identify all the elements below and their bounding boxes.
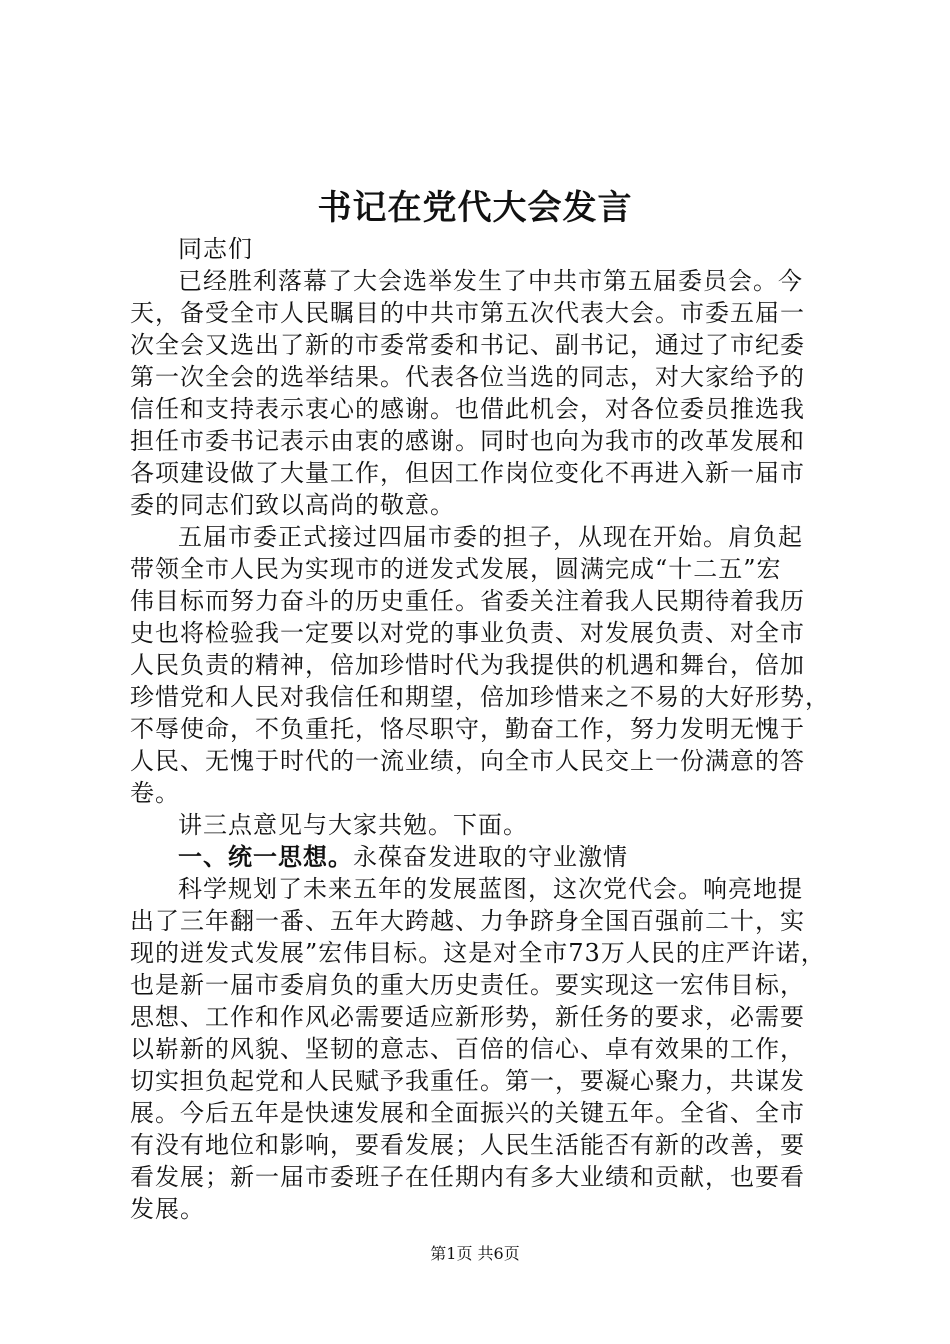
- line-text: 发展。: [130, 1195, 205, 1223]
- text-line: [130, 329, 844, 361]
- line-text: 信任和支持表示衷心的感谢。也借此机会，对各位委员推选我: [130, 395, 805, 423]
- line-text: 永葆奋发进取的守业激情: [353, 843, 628, 871]
- line-text: 以崭新的风貌、坚韧的意志、百倍的信心、卓有效果的工作，: [130, 1035, 805, 1063]
- text-line: [130, 1193, 844, 1225]
- line-text: 现的迸发式发展”宏伟目标。这是对全市73万人民的庄严许诺，: [130, 939, 826, 967]
- line-text: 思想、工作和作风必需要适应新形势，新任务的要求，必需要: [130, 1003, 805, 1031]
- text-line: [130, 713, 844, 745]
- line-text: 各项建设做了大量工作，但因工作岗位变化不再进入新一届市: [130, 459, 805, 487]
- line-text: 展。今后五年是快速发展和全面振兴的关键五年。全省、全市: [130, 1099, 805, 1127]
- text-line: [130, 969, 844, 1001]
- line-text: 人民、无愧于时代的一流业绩，向全市人民交上一份满意的答: [130, 747, 805, 775]
- text-line: [130, 393, 844, 425]
- line-text: 史也将检验我一定要以对党的事业负责、对发展负责、对全市: [130, 619, 805, 647]
- text-line: [130, 585, 844, 617]
- line-text: 五届市委正式接过四届市委的担子，从现在开始。肩负起: [178, 523, 803, 551]
- text-line: [130, 553, 844, 585]
- line-text: 伟目标而努力奋斗的历史重任。省委关注着我人民期待着我历: [130, 587, 805, 615]
- text-line: [130, 457, 844, 489]
- line-text: 带领全市人民为实现市的迸发式发展，圆满完成“十二五”宏: [130, 555, 782, 583]
- line-text: 已经胜利落幕了大会选举发生了中共市第五届委员会。今: [178, 267, 803, 295]
- text-line: [130, 425, 844, 457]
- text-line: [130, 1161, 844, 1193]
- line-text: 委的同志们致以高尚的敬意。: [130, 491, 455, 519]
- line-text: 出了三年翻一番、五年大跨越、力争跻身全国百强前二十，实: [130, 907, 805, 935]
- line-text: 人民负责的精神，倍加珍惜时代为我提供的机遇和舞台，倍加: [130, 651, 805, 679]
- text-line: [130, 873, 844, 905]
- line-text: 担任市委书记表示由衷的感谢。同时也向为我市的改革发展和: [130, 427, 805, 455]
- text-line: [130, 809, 844, 841]
- text-line: [130, 489, 844, 521]
- line-text: 卷。: [130, 779, 180, 807]
- text-line: [130, 905, 844, 937]
- text-line: [130, 265, 844, 297]
- text-line: [130, 681, 844, 713]
- text-line: [130, 521, 844, 553]
- page-footer: 第1页 共6页: [430, 1244, 520, 1263]
- document-title: 书记在党代大会发言: [317, 188, 633, 228]
- line-text: 次全会又选出了新的市委常委和书记、副书记，通过了市纪委: [130, 331, 805, 359]
- line-text: 珍惜党和人民对我信任和期望，倍加珍惜来之不易的大好形势，: [130, 683, 830, 711]
- text-line: [130, 361, 844, 393]
- line-text: 看发展；新一届市委班子在任期内有多大业绩和贡献，也要看: [130, 1163, 805, 1191]
- line-text: 同志们: [178, 235, 253, 263]
- text-line: [130, 1129, 844, 1161]
- text-line: [130, 745, 844, 777]
- line-text: 科学规划了未来五年的发展蓝图，这次党代会。响亮地提: [178, 875, 803, 903]
- line-text: 也是新一届市委肩负的重大历史责任。要实现这一宏伟目标，: [130, 971, 805, 999]
- text-line: [130, 1033, 844, 1065]
- text-line: [130, 233, 844, 265]
- line-text: 有没有地位和影响，要看发展；人民生活能否有新的改善，要: [130, 1131, 805, 1159]
- text-line: [130, 1001, 844, 1033]
- text-line: [130, 1065, 844, 1097]
- text-line: [130, 937, 844, 969]
- document-body: [130, 233, 844, 1225]
- line-text: 第一次全会的选举结果。代表各位当选的同志，对大家给予的: [130, 363, 805, 391]
- line-text: 天，备受全市人民瞩目的中共市第五次代表大会。市委五届一: [130, 299, 805, 327]
- line-text: 不辱使命，不负重托，恪尽职守，勤奋工作，努力发明无愧于: [130, 715, 805, 743]
- text-line: [130, 777, 844, 809]
- text-line: [130, 649, 844, 681]
- text-line: [130, 1097, 844, 1129]
- line-text: 讲三点意见与大家共勉。下面。: [178, 811, 528, 839]
- section-heading-label: 一、统一思想。: [178, 842, 353, 871]
- text-line: [130, 841, 844, 873]
- line-text: 切实担负起党和人民赋予我重任。第一，要凝心聚力，共谋发: [130, 1067, 805, 1095]
- text-line: [130, 617, 844, 649]
- text-line: [130, 297, 844, 329]
